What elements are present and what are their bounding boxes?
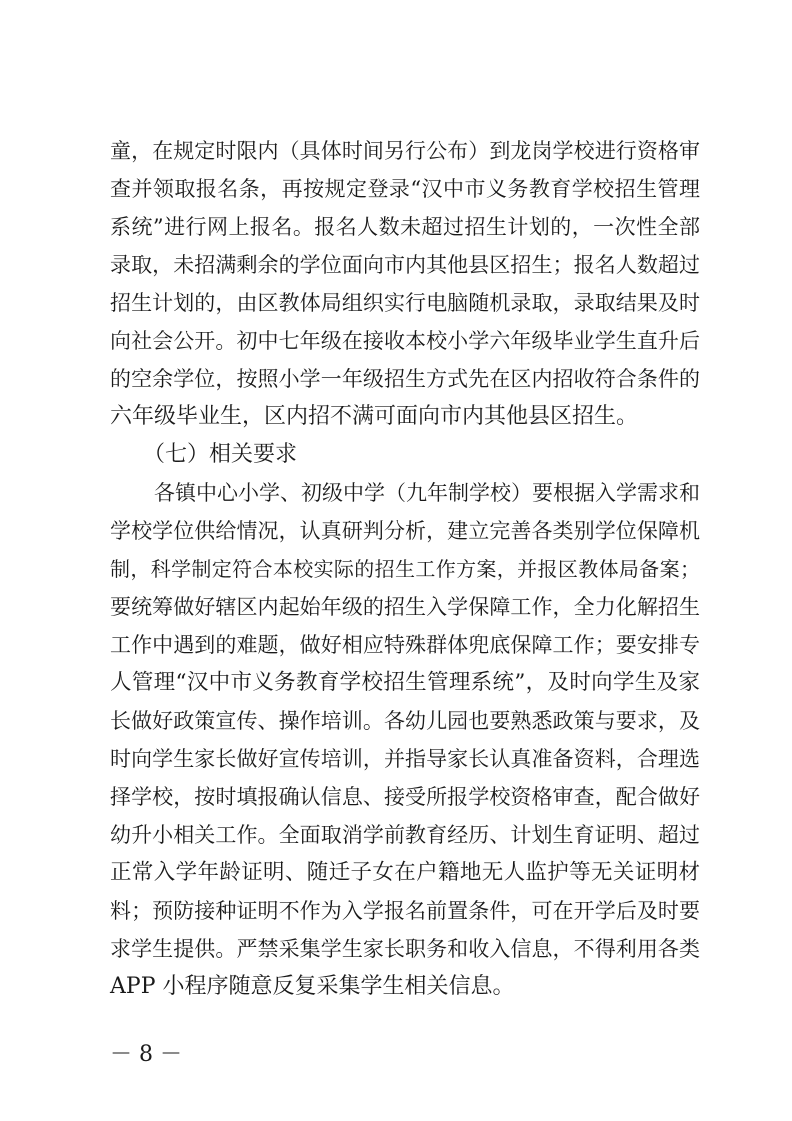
paragraph-line: 料；预防接种证明不作为入学报名前置条件，可在开学后及时要 (110, 899, 700, 923)
paragraph-line: 择学校，按时填报确认信息、接受所报学校资格审查，配合做好 (110, 785, 700, 809)
paragraph-line: 查并领取报名条，再按规定登录“汉中市义务教育学校招生管理 (110, 177, 700, 201)
paragraph-line: 六年级毕业生，区内招不满可面向市内其他县区招生。 (110, 404, 639, 429)
paragraph-line: APP 小程序随意反复采集学生相关信息。 (110, 974, 515, 999)
paragraph-line: 的空余学位，按照小学一年级招生方式先在区内招收符合条件的 (110, 367, 700, 391)
paragraph-line: 向社会公开。初中七年级在接收本校小学六年级毕业学生直升后 (110, 329, 700, 353)
paragraph-line: 各镇中心小学、初级中学（九年制学校）要根据入学需求和 (154, 481, 700, 505)
paragraph-line: 要统筹做好辖区内起始年级的招生入学保障工作，全力化解招生 (110, 595, 700, 619)
page-number: － 8 － (110, 1042, 182, 1067)
paragraph-line: 童，在规定时限内（具体时间另行公布）到龙岗学校进行资格审 (110, 139, 700, 163)
paragraph-line: 工作中遇到的难题，做好相应特殊群体兜底保障工作；要安排专 (110, 633, 700, 657)
section-heading: （七）相关要求 (143, 442, 298, 467)
paragraph-line: 学校学位供给情况，认真研判分析，建立完善各类别学位保障机 (110, 519, 700, 543)
paragraph-line: 长做好政策宣传、操作培训。各幼儿园也要熟悉政策与要求，及 (110, 709, 700, 733)
paragraph-line: 人管理“汉中市义务教育学校招生管理系统”，及时向学生及家 (110, 670, 700, 695)
paragraph-line: 正常入学年龄证明、随迁子女在户籍地无人监护等无关证明材 (110, 860, 700, 885)
paragraph-line: 幼升小相关工作。全面取消学前教育经历、计划生育证明、超过 (110, 823, 700, 847)
paragraph-line: 制，科学制定符合本校实际的招生工作方案，并报区教体局备案； (110, 557, 700, 581)
paragraph-line: 招生计划的，由区教体局组织实行电脑随机录取，录取结果及时 (110, 291, 700, 315)
paragraph-line: 时向学生家长做好宣传培训，并指导家长认真准备资料，合理选 (110, 747, 700, 771)
paragraph-line: 系统”进行网上报名。报名人数未超过招生计划的，一次性全部 (110, 215, 700, 239)
paragraph-line: 求学生提供。严禁采集学生家长职务和收入信息，不得利用各类 (110, 937, 700, 961)
paragraph-line: 录取，未招满剩余的学位面向市内其他县区招生；报名人数超过 (110, 253, 700, 277)
